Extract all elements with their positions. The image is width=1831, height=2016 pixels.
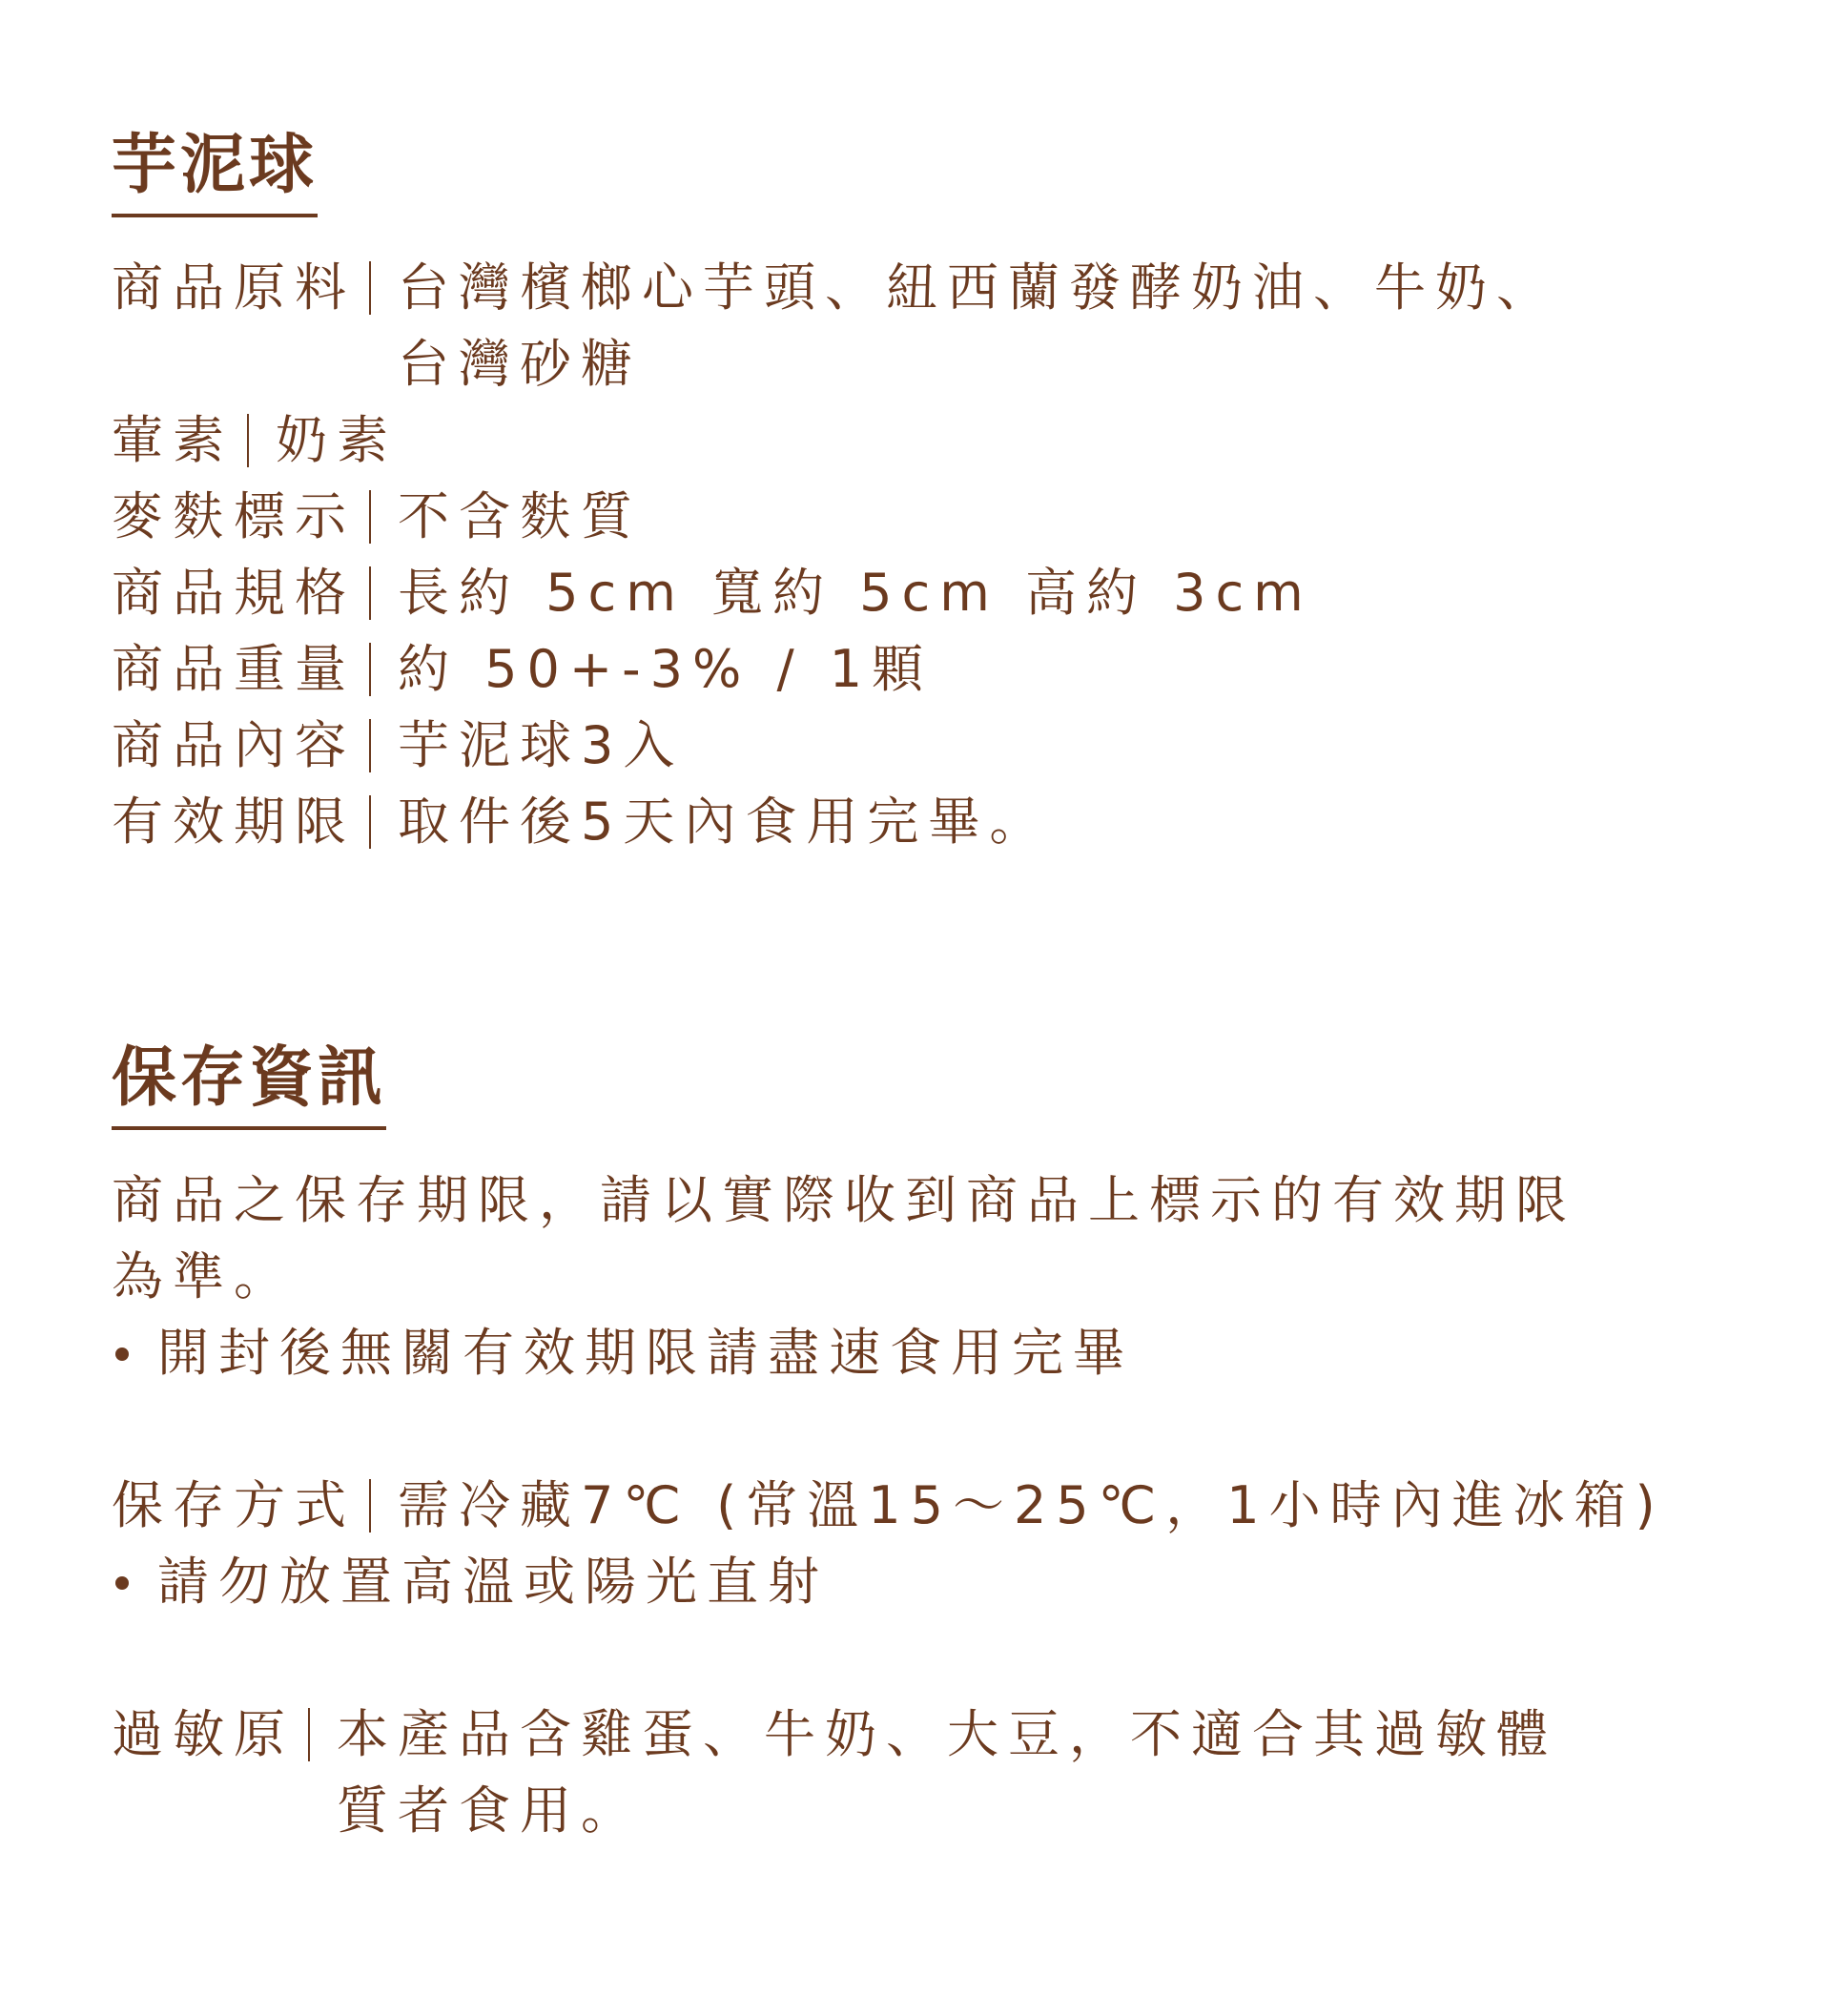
allergen-row	[112, 1697, 1733, 1849]
bullet-text: 開封後無關有效期限請盡速食用完畢	[157, 1323, 1134, 1383]
spec-row-expiry	[112, 784, 1733, 860]
spec-value	[398, 250, 1557, 402]
separator	[247, 414, 249, 467]
spec-label: 商品規格	[112, 563, 356, 623]
separator	[369, 719, 371, 772]
separator	[369, 795, 371, 849]
spec-value: 不含麩質	[398, 486, 642, 546]
storage-bullet-2	[112, 1544, 1733, 1620]
spec-row-size	[112, 555, 1733, 631]
separator	[369, 490, 371, 544]
spec-row-ingredients	[112, 250, 1733, 402]
product-section	[112, 128, 1733, 860]
spec-value: 長約 5cm 寬約 5cm 高約 3cm	[398, 563, 1313, 623]
product-title: 芋泥球	[112, 134, 318, 217]
product-spec-list	[112, 250, 1733, 860]
spec-label: 商品內容	[112, 715, 356, 775]
separator	[369, 1479, 371, 1533]
separator	[369, 261, 371, 315]
spec-row-gluten	[112, 479, 1733, 555]
storage-intro-line: 為準。	[112, 1246, 295, 1306]
separator	[369, 566, 371, 620]
spec-value-line: 台灣檳榔心芋頭、紐西蘭發酵奶油、牛奶、	[398, 257, 1557, 318]
bullet-text: 請勿放置高溫或陽光直射	[157, 1552, 829, 1612]
allergen-line: 質者食用。	[337, 1780, 642, 1841]
storage-bullet-1	[112, 1315, 1733, 1391]
storage-intro-line: 商品之保存期限，請以實際收到商品上標示的有效期限	[112, 1170, 1576, 1230]
spec-value: 芋泥球3入	[398, 715, 685, 775]
spec-label: 過敏原	[112, 1704, 295, 1764]
storage-content	[112, 1162, 1733, 1849]
spec-label: 麥麩標示	[112, 486, 356, 546]
spec-label: 商品重量	[112, 639, 356, 699]
bullet-dot-icon	[115, 1576, 129, 1590]
spec-label: 商品原料	[112, 257, 356, 318]
allergen-line: 本產品含雞蛋、牛奶、大豆，不適合其過敏體	[337, 1704, 1557, 1764]
bullet-dot-icon	[115, 1347, 129, 1361]
spec-row-diet	[112, 402, 1733, 479]
spec-value	[337, 1697, 1557, 1849]
spec-label: 有效期限	[112, 792, 356, 852]
separator	[369, 643, 371, 696]
separator	[308, 1708, 310, 1761]
spec-value: 奶素	[276, 410, 398, 470]
storage-intro	[112, 1162, 1733, 1315]
storage-method-row	[112, 1468, 1733, 1544]
storage-section	[112, 1040, 1733, 1849]
spec-label: 葷素	[112, 410, 234, 470]
spacer	[112, 1391, 1733, 1468]
spec-value: 取件後5天內食用完畢。	[398, 792, 1051, 852]
spacer	[112, 1620, 1733, 1697]
spec-row-contents	[112, 708, 1733, 784]
spec-value: 需冷藏7℃ (常溫15～25℃，1小時內進冰箱)	[398, 1475, 1665, 1535]
storage-title: 保存資訊	[112, 1046, 386, 1130]
spec-value: 約 50+-3% / 1顆	[398, 639, 934, 699]
spec-label: 保存方式	[112, 1475, 356, 1535]
spec-row-weight	[112, 631, 1733, 708]
spec-value-line: 台灣砂糖	[398, 334, 642, 394]
